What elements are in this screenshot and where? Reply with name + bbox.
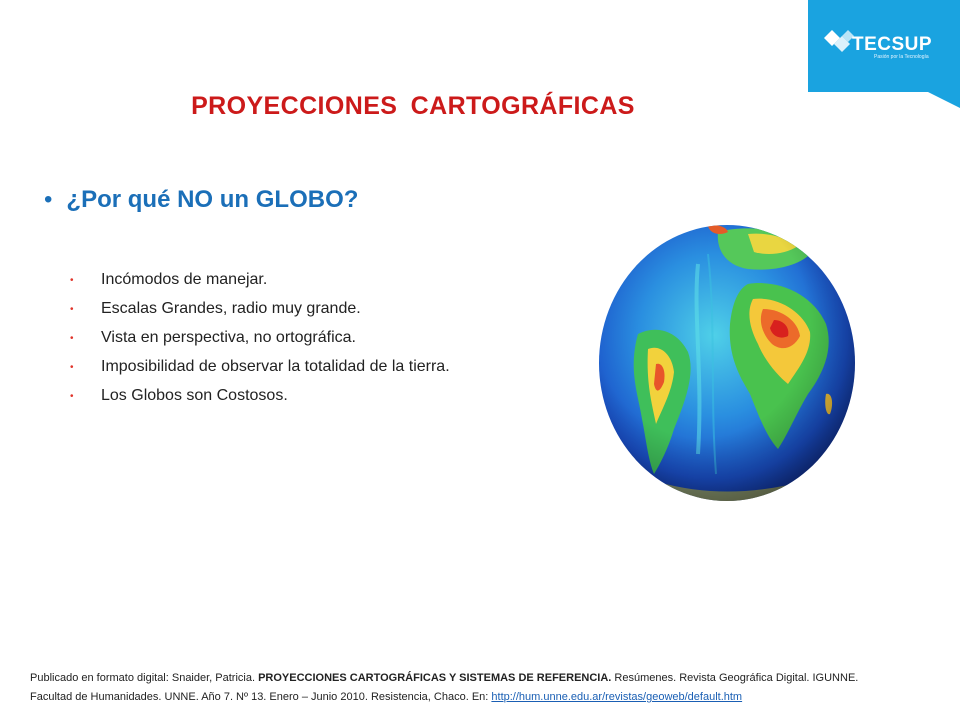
citation-link[interactable]: http://hum.unne.edu.ar/revistas/geoweb/default.htm [491,691,743,703]
citation-footer [30,669,940,707]
list-item-text: Incómodos de manejar. [101,271,268,288]
bullet-dot: • [70,275,74,286]
list-item [70,357,450,386]
citation-line-2 [30,688,940,707]
list-item [70,386,450,415]
bullet-dot: • [70,304,74,315]
citation-prefix: Publicado en formato digital: Snaider, Patricia. [30,672,259,684]
brand-name: TECSUP [852,34,933,55]
list-item [70,270,450,299]
list-item-text: Escalas Grandes, radio muy grande. [101,300,361,317]
slide-heading [44,186,358,214]
bullet-dot: • [70,333,74,344]
slide-title: PROYECCIONES CARTOGRÁFICAS [191,92,635,120]
bullet-dot: • [70,362,74,373]
list-item [70,299,450,328]
citation-source: Resúmenes. Revista Geográfica Digital. IGUNNE. [611,672,859,684]
list-item-text: Vista en perspectiva, no ortográfica. [101,329,356,346]
heading-text: ¿Por qué NO un GLOBO? [66,186,359,213]
heading-bullet: • [44,186,53,213]
citation-line-1 [30,669,940,688]
citation-title: PROYECCIONES CARTOGRÁFICAS Y SISTEMAS DE REFERENCIA. [258,672,612,684]
globe-image [598,224,856,502]
citation-publication: Facultad de Humanidades. UNNE. Año 7. Nº 13. Enero – Junio 2010. Resistencia, Chaco. En: [30,691,492,703]
list-item [70,328,450,357]
bullet-dot: • [70,391,74,402]
list-item-text: Los Globos son Costosos. [101,387,288,404]
bullet-list [70,270,450,415]
list-item-text: Imposibilidad de observar la totalidad de la tierra. [101,358,450,375]
brand-tagline: Pasión por la Tecnología [874,54,929,60]
